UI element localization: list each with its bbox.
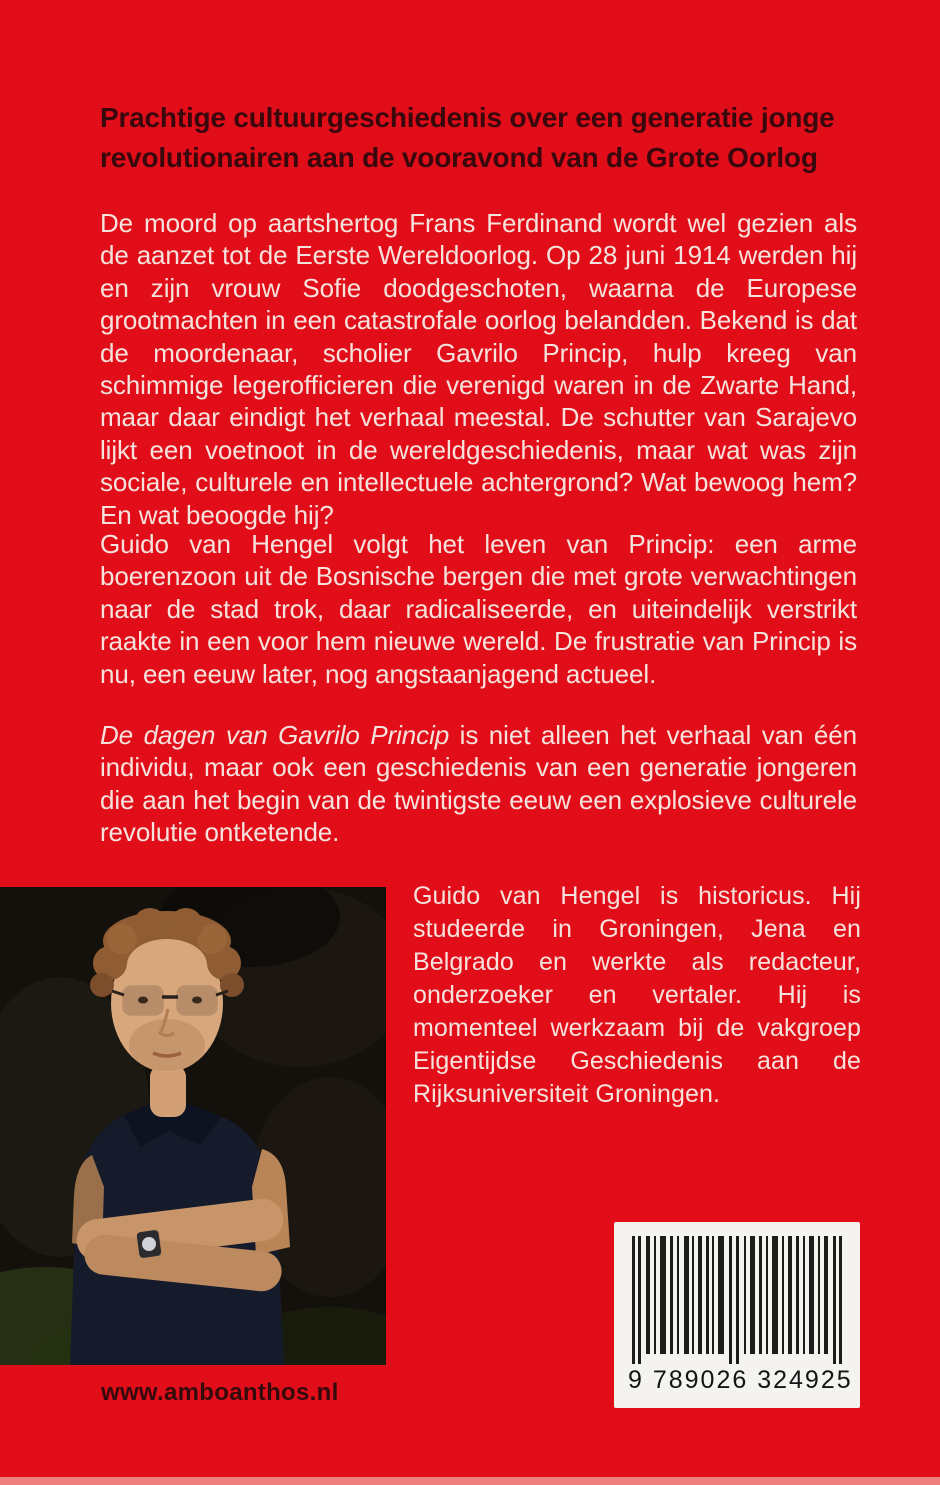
bottom-edge-strip	[0, 1477, 940, 1485]
book-title: De dagen van Gavrilo Princip	[100, 720, 450, 750]
blurb-paragraph-2: Guido van Hengel volgt het leven van Princip: een arme boerenzoon uit de Bosnische bergen die met grote verwachtingen naar de stad trok, daar radicaliseerde, en uiteindelijk verstrikt raakte in een voor hem nieuwe wereld. De frustratie van Princip is nu, een eeuw later, nog angstaanjagend actueel.	[100, 529, 857, 689]
barcode	[614, 1222, 860, 1408]
review-tagline: Prachtige cultuurgeschiedenis over een generatie jonge revolutionairen aan de vooravond van de Grote Oorlog	[100, 102, 835, 173]
blurb-paragraph-1: De moord op aartshertog Frans Ferdinand wordt wel gezien als de aanzet tot de Eerste Wereldoorlog. Op 28 juni 1914 werden hij en zijn vrouw Sofie doodgeschoten, waarna de Europese grootmachten in een catastrofale oorlog belandden. Bekend is dat de moordenaar, scholier Gavrilo Princip, hulp kreeg van schimmige legerofficieren die verenigd waren in de Zwarte Hand, maar daar eindigt het verhaal meestal. De schutter van Sarajevo lijkt een voetnoot in de wereldgeschiedenis, maar wat was zijn sociale, culturele en intellectuele achtergrond? Wat bewoog hem? En wat beoogde hij?	[100, 208, 857, 530]
author-bio: Guido van Hengel is historicus. Hij studeerde in Groningen, Jena en Belgrado en werkte als redacteur, onderzoeker en vertaler. Hij is momenteel werkzaam bij de vakgroep Eigentijdse Geschiedenis aan de Rijksuniversiteit Groningen.	[413, 882, 861, 1108]
author-photo	[0, 887, 386, 1365]
blurb-paragraph-3-text: is niet alleen het verhaal van één individu, maar ook een geschiedenis van een generatie jongeren die aan het begin van de twintigste eeuw een explosieve culturele revolutie ontketende.	[100, 720, 857, 848]
publisher-website: www.amboanthos.nl	[101, 1379, 339, 1406]
blurb-paragraph-3	[100, 719, 857, 849]
author-portrait-illustration	[0, 887, 386, 1365]
barcode-number: 9 789026 324925	[628, 1366, 853, 1394]
barcode-bars	[628, 1236, 846, 1364]
